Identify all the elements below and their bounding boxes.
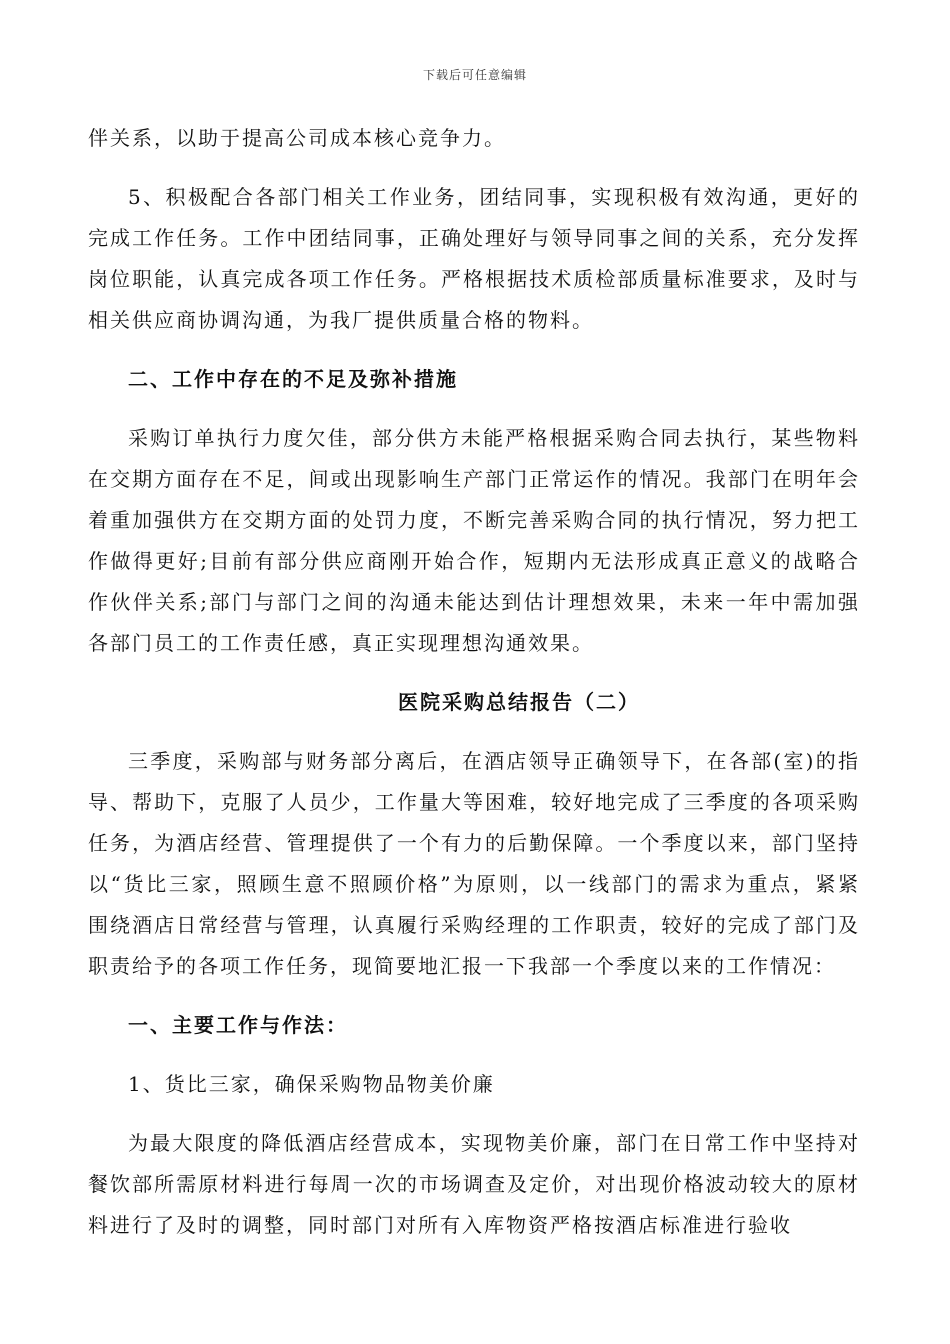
paragraph: 5、积极配合各部门相关工作业务，团结同事，实现积极有效沟通，更好的完成工作任务。工作中团结同事，正确处理好与领导同事之间的关系，充分发挥岗位职能，认真完成各项工作任务。严格根据技术质检部质量标准要求，及时与相关供应商协调沟通，为我厂提供质量合格的物料。 — [88, 185, 860, 332]
header-note: 下载后可任意编辑 — [422, 68, 527, 82]
paragraph: 采购订单执行力度欠佳，部分供方未能严格根据采购合同去执行，某些物料在交期方面存在不足，间或出现影响生产部门正常运作的情况。我部门在明年会着重加强供方在交期方面的处罚力度，不断完善采购合同的执行情况，努力把工作做得更好;目前有部分供应商刚开始合作，短期内无法形成真正意义的战略合作伙伴关系;部门与部门之间的沟通未能达到估计理想效果，未来一年中需加强各部门员工的工作责任感，真正实现理想沟通效果。 — [88, 426, 860, 655]
section-heading: 一、主要工作与作法： — [128, 1013, 348, 1037]
document-body — [88, 118, 860, 1246]
report-title: 医院采购总结报告（二） — [398, 690, 640, 714]
paragraph: 为最大限度的降低酒店经营成本，实现物美价廉，部门在日常工作中坚持对餐饮部所需原材料进行每周一次的市场调查及定价，对出现价格波动较大的原材料进行了及时的调整，同时部门对所有入库物资严格按酒店标准进行验收 — [88, 1131, 860, 1237]
subsection-heading: 1、货比三家，确保采购物品物美价廉 — [128, 1072, 495, 1096]
section-heading: 二、工作中存在的不足及弥补措施 — [128, 367, 458, 391]
paragraph: 伴关系，以助于提高公司成本核心竞争力。 — [88, 126, 506, 150]
paragraph: 三季度，采购部与财务部分离后，在酒店领导正确领导下，在各部(室)的指导、帮助下，克服了人员少，工作量大等困难，较好地完成了三季度的各项采购任务，为酒店经营、管理提供了一个有力的后勤保障。一个季度以来，部门坚持以“货比三家，照顾生意不照顾价格”为原则，以一线部门的需求为重点，紧紧围绕酒店日常经营与管理，认真履行采购经理的工作职责，较好的完成了部门及职责给予的各项工作任务，现简要地汇报一下我部一个季度以来的工作情况： — [88, 749, 860, 978]
